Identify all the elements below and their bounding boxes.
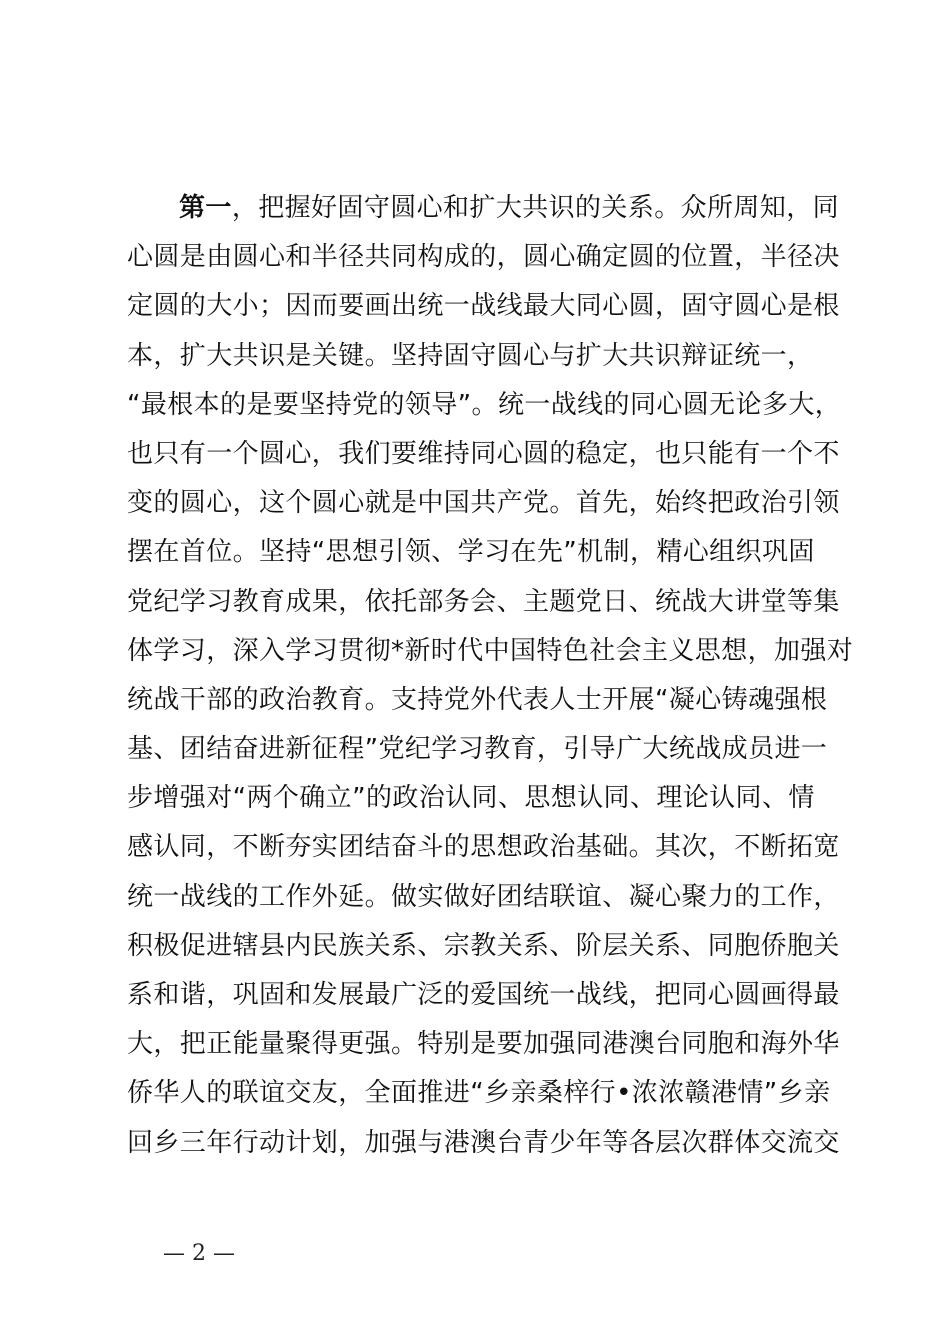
paragraph-line-8: 摆在首位。坚持“思想引领、学习在先”机制，精心组织巩固	[127, 537, 815, 568]
paragraph-line-11: 统战干部的政治教育。支持党外代表人士开展“凝心铸魂强根	[127, 684, 828, 715]
page-number: — 2 —	[163, 1241, 235, 1266]
paragraph-lead: 第一	[179, 193, 232, 223]
paragraph-line-2: 心圆是由圆心和半径共同构成的，圆心确定圆的位置，半径决	[127, 242, 840, 273]
paragraph-line-10: 体学习，深入学习贯彻*新时代中国特色社会主义思想，加强对	[127, 635, 854, 666]
paragraph-line-20: 回乡三年行动计划，加强与港澳台青少年等各层次群体交流交	[127, 1127, 840, 1158]
paragraph-line-16: 积极促进辖县内民族关系、宗教关系、阶层关系、同胞侨胞关	[127, 930, 840, 961]
paragraph-line-7: 变的圆心，这个圆心就是中国共产党。首先，始终把政治引领	[127, 488, 840, 519]
paragraph-line-18: 大，把正能量聚得更强。特别是要加强同港澳台同胞和海外华	[127, 1029, 840, 1060]
paragraph-line-3: 定圆的大小；因而要画出统一战线最大同心圆，固守圆心是根	[127, 291, 840, 322]
paragraph-line-12: 基、团结奋进新征程”党纪学习教育，引导广大统战成员进一	[127, 734, 828, 765]
paragraph-line-19: 侨华人的联谊交友，全面推进“乡亲桑梓行•浓浓赣港情”乡亲	[127, 1078, 831, 1109]
paragraph-line-14: 感认同，不断夯实团结奋斗的思想政治基础。其次，不断拓宽	[127, 832, 840, 863]
paragraph-line-4: 本，扩大共识是关键。坚持固守圆心与扩大共识辩证统一，	[127, 340, 814, 371]
paragraph-line-15: 统一战线的工作外延。做实做好团结联谊、凝心聚力的工作，	[127, 881, 840, 912]
paragraph-line-13: 步增强对“两个确立”的政治认同、思想认同、理论认同、情	[127, 783, 815, 814]
paragraph-line-5: “最根本的是要坚持党的领导”。统一战线的同心圆无论多大，	[127, 389, 842, 420]
paragraph-line-9: 党纪学习教育成果，依托部务会、主题党日、统战大讲堂等集	[127, 586, 840, 617]
body-paragraph	[127, 184, 854, 1168]
paragraph-line-17: 系和谐，巩固和发展最广泛的爱国统一战线，把同心圆画得最	[127, 980, 840, 1010]
paragraph-line-text: ，把握好固守圆心和扩大共识的关系。众所周知，同	[231, 193, 840, 223]
paragraph-line-1	[127, 184, 840, 233]
paragraph-line-6: 也只有一个圆心，我们要维持同心圆的稳定，也只能有一个不	[127, 438, 840, 469]
